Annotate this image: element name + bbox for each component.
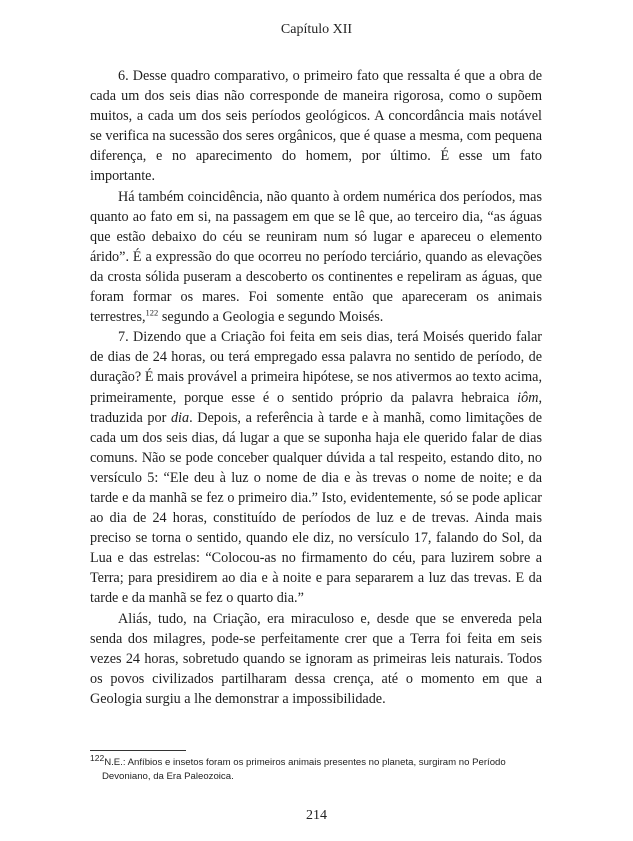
body-text [90, 66, 542, 709]
paragraph-coincidence [90, 187, 542, 328]
paragraph-6: 6. Desse quadro comparativo, o primeiro fato que ressalta é que a obra de cada um dos seis dias não corresponde de maneira rigorosa, como o supõem muitos, a cada um dos seis períodos geológicos. A concordância mais notável se verifica na sucessão dos seres orgânicos, que é quase a mesma, com pequena diferença, e no aparecimento do homem, por último. É esse um fato importante. [90, 68, 542, 185]
translated-word: dia [170, 409, 190, 426]
page-number: 214 [306, 808, 327, 823]
footnote-reference[interactable]: 122 [145, 307, 159, 318]
footnote-line [90, 752, 542, 784]
paragraph-text: . Depois, a referência à tarde e à manhã, como limitações de cada um dos seis dias, dá lugar a que se suponha haja ele querido falar de dias comuns. Não se pode conceber qualquer dúvida a tal respeito, estando dito, no versículo 5: “Ele deu à luz o nome de dia e às trevas o nome de noite; e da tarde e da manhã se fez o primeiro dia.” Isto, evidentemente, só se pode aplicar ao dia de 24 horas, constituído de períodos de luz e de trevas. Ainda mais preciso se torna o sentido, quando ele diz, no versículo 17, falando do Sol, da Lua e das estrelas: “Colocou-as no firmamento do céu, para luzirem sobre a Terra; para presidirem ao dia e à noite e para separarem a luz das trevas. E da tarde e da manhã se fez o quarto dia.” [90, 409, 542, 607]
footnote-number: 122 [90, 752, 105, 763]
paragraph-7 [90, 327, 542, 608]
footnote-text: N.E.: Anfíbios e insetos foram os primeiros animais presentes no planeta, surgiram no Período Devoniano, da Era Paleozoica. [102, 757, 506, 782]
footnote [90, 752, 542, 784]
running-header: Capítulo XII [280, 22, 353, 37]
paragraph-text: 7. Dizendo que a Criação foi feita em seis dias, terá Moisés querido falar de dias de 24 horas, ou terá empregado essa palavra no sentido de período, de duração? É mais provável a primeira hipótese, se nos ativermos ao texto acima, primeiramente, porque esse é o sentido próprio da palavra hebraica [90, 329, 542, 406]
paragraph-text: Há também coincidência, não quanto à ordem numérica dos períodos, mas quanto ao fato em si, na passagem em que se lê que, ao terceiro dia, “as águas que estão debaixo do céu se reuniram num só lugar e apareceu o elemento árido”. É a expressão do que ocorreu no período terciário, quando as elevações da crosta sólida puseram a descoberto os continentes e repeliram as águas, que foram formar os mares. Foi somente então que apareceram os animais terrestres, [90, 188, 542, 326]
paragraph-text: , traduzida por [90, 389, 542, 426]
paragraph-miraculous: Aliás, tudo, na Criação, era miraculoso e, desde que se envereda pela senda dos milagres, pode-se perfeitamente crer que a Terra foi feita em seis vezes 24 horas, sobretudo quando se ignoram as primeiras leis naturais. Todos os povos civilizados partilharam dessa crença, até o momento em que a Geologia surgiu a lhe demonstrar a impossibilidade. [90, 610, 542, 707]
paragraph-text-end: segundo a Geologia e segundo Moisés. [158, 309, 384, 326]
hebrew-word: iôm [517, 389, 539, 406]
footnote-divider [90, 750, 186, 751]
